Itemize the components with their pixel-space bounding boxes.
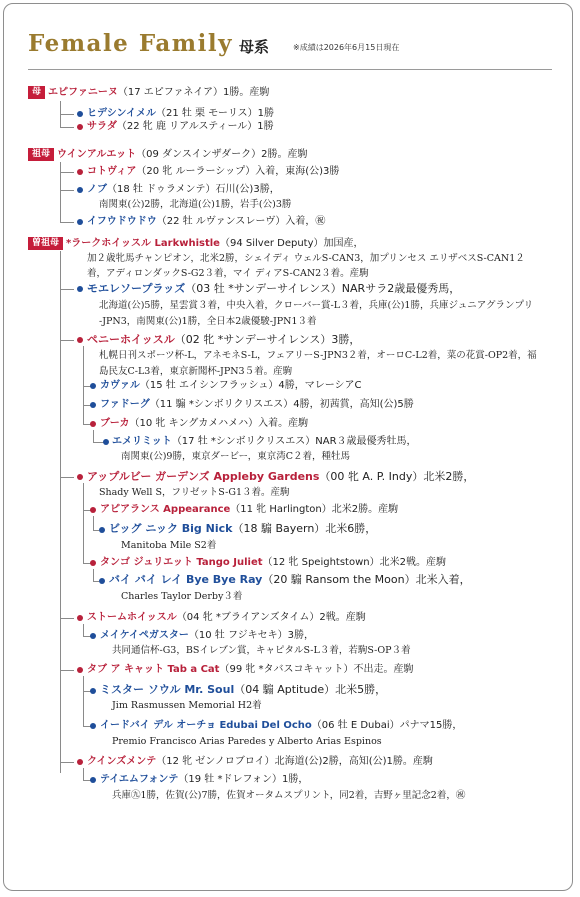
horse-info: （10 牝 キングカメハメハ）入着。産駒 [129,418,309,429]
female-marker-icon [77,337,83,343]
offspring-row [109,522,376,536]
horse-name: イードバイ デル オーチョ Edubai Del Ocho [100,720,312,731]
horse-info: （11 騸 *シンボリクリスエス）4勝，初茜賞，高知(公)5勝 [149,399,414,410]
horse-info: （17 牡 *シンボリクリスエス）NAR３歳最優秀牡馬， [171,436,417,447]
horse-info: （17 エピファネイア）1勝。産駒 [117,87,270,98]
horse-info: （21 牡 栗 モーリス）1勝 [155,108,274,119]
dam-tag: 母 [28,86,45,99]
horse-info: （18 牡 ドゥラメンテ）石川(公)3勝， [107,184,280,195]
horse-name: ビッグ ニック Big Nick [109,522,233,535]
offspring-row [100,398,414,412]
horse-info: （18 騸 Bayern）北米6勝， [232,522,377,535]
horse-info: （03 牡 *サンデーサイレンス）NARサラ2歳最優秀馬， [185,282,461,295]
male-marker-icon [90,777,96,783]
horse-name: ヒデシンイメル [87,108,156,119]
horse-name: タンゴ ジュリエット Tango Juliet [100,557,263,568]
female-marker-icon [77,474,83,480]
offspring-row [100,503,398,517]
page-subtitle: 母系 [239,38,270,56]
male-marker-icon [77,219,83,225]
horse-info: （10 牡 フジキセキ）3勝， [188,630,314,641]
offspring-row [100,773,308,787]
female-marker-icon [77,169,83,175]
horse-name: アップルビー ガーデンズ Appleby Gardens [87,470,320,483]
offspring-row [87,663,413,677]
horse-info: （02 牝 *サンデーサイレンス）3勝， [174,333,361,346]
horse-name: テイエムフォンテ [100,774,179,785]
horse-name: ノブ [87,184,107,195]
offspring-row [87,470,474,484]
horse-info: （06 牡 E Dubai）パナマ15勝， [311,720,463,731]
horse-info: （22 牝 鹿 リアルスティール）1勝 [116,121,274,132]
female-marker-icon [77,667,83,673]
horse-record-text: -JPN3，南関東(公)1勝，全日本2歳優駿-JPN1３着 [99,316,317,327]
horse-name: ペニーホイッスル [87,333,175,346]
male-marker-icon [90,402,96,408]
male-marker-icon [90,633,96,639]
horse-info: （99 牝 *タバスコキャット）不出走。産駒 [219,664,414,675]
offspring-row [87,183,280,197]
male-marker-icon [77,111,83,117]
horse-record-text: 北海道(公)5勝，星雲賞３着，中央入着，クローバー賞-L３着，兵庫(公)1勝，兵庫ジュニアグランプリ [99,300,534,311]
offspring-row [87,165,339,179]
horse-record-text: 南関東(公)9勝，東京ダービー，東京湾C２着，種牡馬 [121,451,350,462]
horse-info: （12 牝 ゼンノロブロイ）北海道(公)2勝，高知(公)1勝。産駒 [156,756,433,767]
as-of-note: ※成績は2026年6月15日現在 [293,43,400,52]
horse-info: （20 牝 ルーラーシップ）入着，東海(公)3勝 [136,166,340,177]
female-marker-icon [77,759,83,765]
offspring-row [87,215,325,229]
offspring-row [112,435,417,449]
horse-name: コトヴィア [87,166,137,177]
horse-info: （22 牡 ルヴァンスレーヴ）入着，㊗ [156,216,326,227]
horse-record-text: Premio Francisco Arias Paredes y Alberto Arias Espinos [112,736,382,747]
female-marker-icon [90,560,96,566]
male-marker-icon [77,286,83,292]
offspring-row [100,379,361,393]
horse-name: アピアランス Appearance [100,504,231,515]
horse-info: （00 牝 A. P. Indy）北米2勝， [319,470,475,483]
female-marker-icon [77,124,83,130]
offspring-row [100,417,308,431]
male-marker-icon [90,383,96,389]
horse-record-text: 着，アディロンダックS-G2３着，マイ ディアS-CAN2３着。産駒 [87,268,369,279]
offspring-row [100,629,314,643]
offspring-row [109,573,471,587]
horse-info: （20 騸 Ransom the Moon）北米入着， [262,573,471,586]
horse-info: （12 牝 Speightstown）北米2戦。産駒 [262,557,446,568]
horse-name: タブ ア キャット Tab a Cat [87,664,220,675]
offspring-row [100,719,462,733]
horse-name: ブーカ [100,418,130,429]
offspring-row [100,556,446,570]
horse-info: （09 ダンスインザダーク）2勝。産駒 [136,149,308,160]
horse-info: （11 牝 Harlington）北米2勝。産駒 [230,504,399,515]
male-marker-icon [103,439,109,445]
female-marker-icon [90,507,96,513]
horse-name: ファドーグ [100,399,150,410]
horse-name: バイ バイ レイ Bye Bye Ray [109,573,263,586]
dam-row [28,86,269,100]
offspring-row [100,683,386,697]
granddam-row [28,148,308,162]
male-marker-icon [99,527,105,533]
horse-name: クインズメンテ [87,756,157,767]
horse-record-text: Shady Well S，フリゼットS-G1３着。産駒 [99,487,290,498]
offspring-row [87,107,274,121]
male-marker-icon [99,578,105,584]
offspring-row [87,120,274,134]
horse-record-text: Jim Rasmussen Memorial H2着 [112,700,262,711]
page-title: Female Family [28,30,233,57]
horse-name: カヴァル [100,380,140,391]
horse-name: エピファニーヌ [48,87,118,98]
horse-info: （94 Silver Deputy）加国産， [219,238,364,249]
granddam-tag: 祖母 [28,148,54,161]
horse-name: エメリミット [112,436,172,447]
horse-info: （04 騸 Aptitude）北米5勝， [234,683,387,696]
horse-info: （19 牡 *ドレフォン）1勝， [178,774,309,785]
male-marker-icon [90,723,96,729]
horse-record-text: 加２歳牝馬チャンピオン，北米2勝，シェイディ ウェルS-CAN3，加プリンセス エリザベスS-CAN1２ [87,253,525,264]
horse-name: ウインアルエット [57,149,137,160]
horse-record-text: 札幌日刊スポーツ杯-L，アネモネS-L，フェアリーS-JPN3２着，オーロC-L2着，菜の花賞-OP2着，福 [99,350,537,361]
horse-name: モエレソープラッズ [87,282,186,295]
horse-name: メイケイペガスター [100,630,189,641]
horse-info: （04 牝 *ブライアンズタイム）2戦。産駒 [176,612,366,623]
great-granddam-row [28,237,364,251]
horse-name: ストームホイッスル [87,612,177,623]
horse-record-text: Charles Taylor Derby３着 [121,591,243,602]
horse-record-text: 南関東(公)2勝，北海道(公)1勝，岩手(公)3勝 [99,199,292,210]
offspring-row [87,282,460,296]
horse-record-text: 島民友C-L3着，東京新聞杯-JPN3５着。産駒 [99,366,293,377]
horse-record-text: 共同通信杯-G3，BSイレブン賞，キャピタルS-L３着，若駒S-OP３着 [112,645,411,656]
offspring-row [87,611,366,625]
offspring-row [87,333,360,347]
horse-name: ミスター ソウル Mr. Soul [100,683,235,696]
female-marker-icon [77,615,83,621]
male-marker-icon [77,187,83,193]
horse-name: サラダ [87,121,117,132]
horse-record-text: 兵庫㊈1勝，佐賀(公)7勝，佐賀オータムスプリント，同2着，吉野ヶ里記念2着，㊗ [112,790,466,801]
female-marker-icon [90,421,96,427]
offspring-row [87,755,433,769]
horse-info: （15 牡 エイシンフラッシュ）4勝，マレーシアC [139,380,362,391]
great-granddam-tag: 曽祖母 [28,237,63,250]
horse-name: *ラークホイッスル Larkwhistle [66,238,220,249]
male-marker-icon [90,688,96,694]
horse-name: イフウドウドウ [87,216,157,227]
horse-record-text: Manitoba Mile S2着 [121,540,217,551]
